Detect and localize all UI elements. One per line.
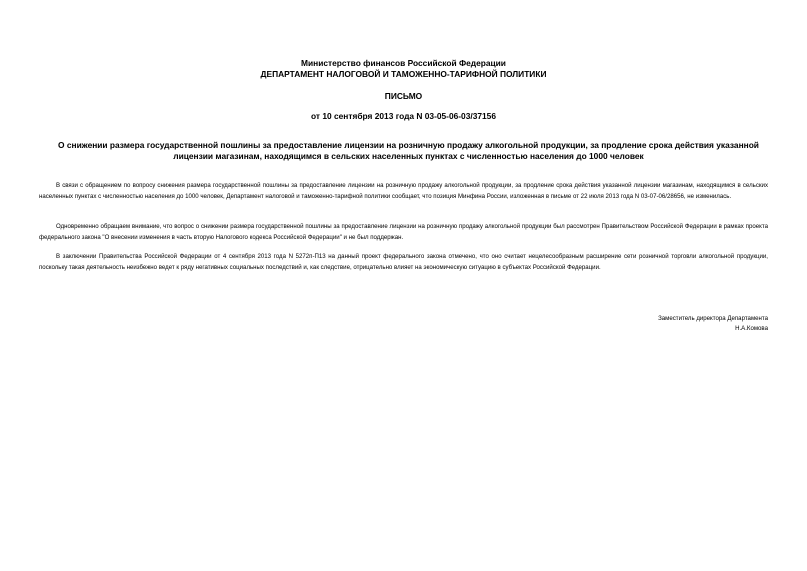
body-paragraph: Одновременно обращаем внимание, что вопрос о снижении размера государственной пошлины за предоставление лицензии на розничную продажу алкогольной продукции был рассмотрен Правительством Российской Федерации в рамках проекта федерального закона "О внесении изменения в часть вторую Налогового кодекса Российской Федерации" и не был поддержан.	[39, 223, 768, 241]
signature-position: Заместитель директора Департамента	[658, 315, 768, 322]
department-name: ДЕПАРТАМЕНТ НАЛОГОВОЙ И ТАМОЖЕННО-ТАРИФНОЙ ПОЛИТИКИ	[260, 69, 547, 79]
signature-name: Н.А.Комова	[735, 325, 768, 332]
document-type: ПИСЬМО	[384, 91, 423, 101]
letter-subject: О снижении размера государственной пошлины за предоставление лицензии на розничную продажу алкогольной продукции, за продление срока действия указанной лицензии магазинам, находящимся в сельских населенных пунктах с численностью населения до 1000 человек	[58, 140, 759, 161]
letter-reference: от 10 сентября 2013 года N 03-05-06-03/37156	[311, 111, 496, 121]
ministry-name: Министерство финансов Российской Федерации	[301, 58, 506, 68]
body-paragraph: В связи с обращением по вопросу снижения размера государственной пошлины за предоставление лицензии на розничную продажу алкогольной продукции, за продление срока действия указанной лицензии магазинам, находящимся в сельских населенных пунктах с численностью населения до 1000 человек, Департамент налоговой и таможенно-тарифной политики сообщает, что позиция Минфина России, изложенная в письме от 22 июля 2013 года N 03-07-06/28656, не изменилась.	[39, 182, 768, 200]
body-paragraph: В заключении Правительства Российской Федерации от 4 сентября 2013 года N 5272п-П13 на данный проект федерального закона отмечено, что оно считает нецелесообразным расширение сети розничной торговли алкогольной продукции, поскольку такая деятельность неизбежно ведет к ряду негативных социальных последствий и, как следствие, отрицательно влияет на экономическую ситуацию в субъектах Российской Федерации.	[39, 253, 768, 271]
